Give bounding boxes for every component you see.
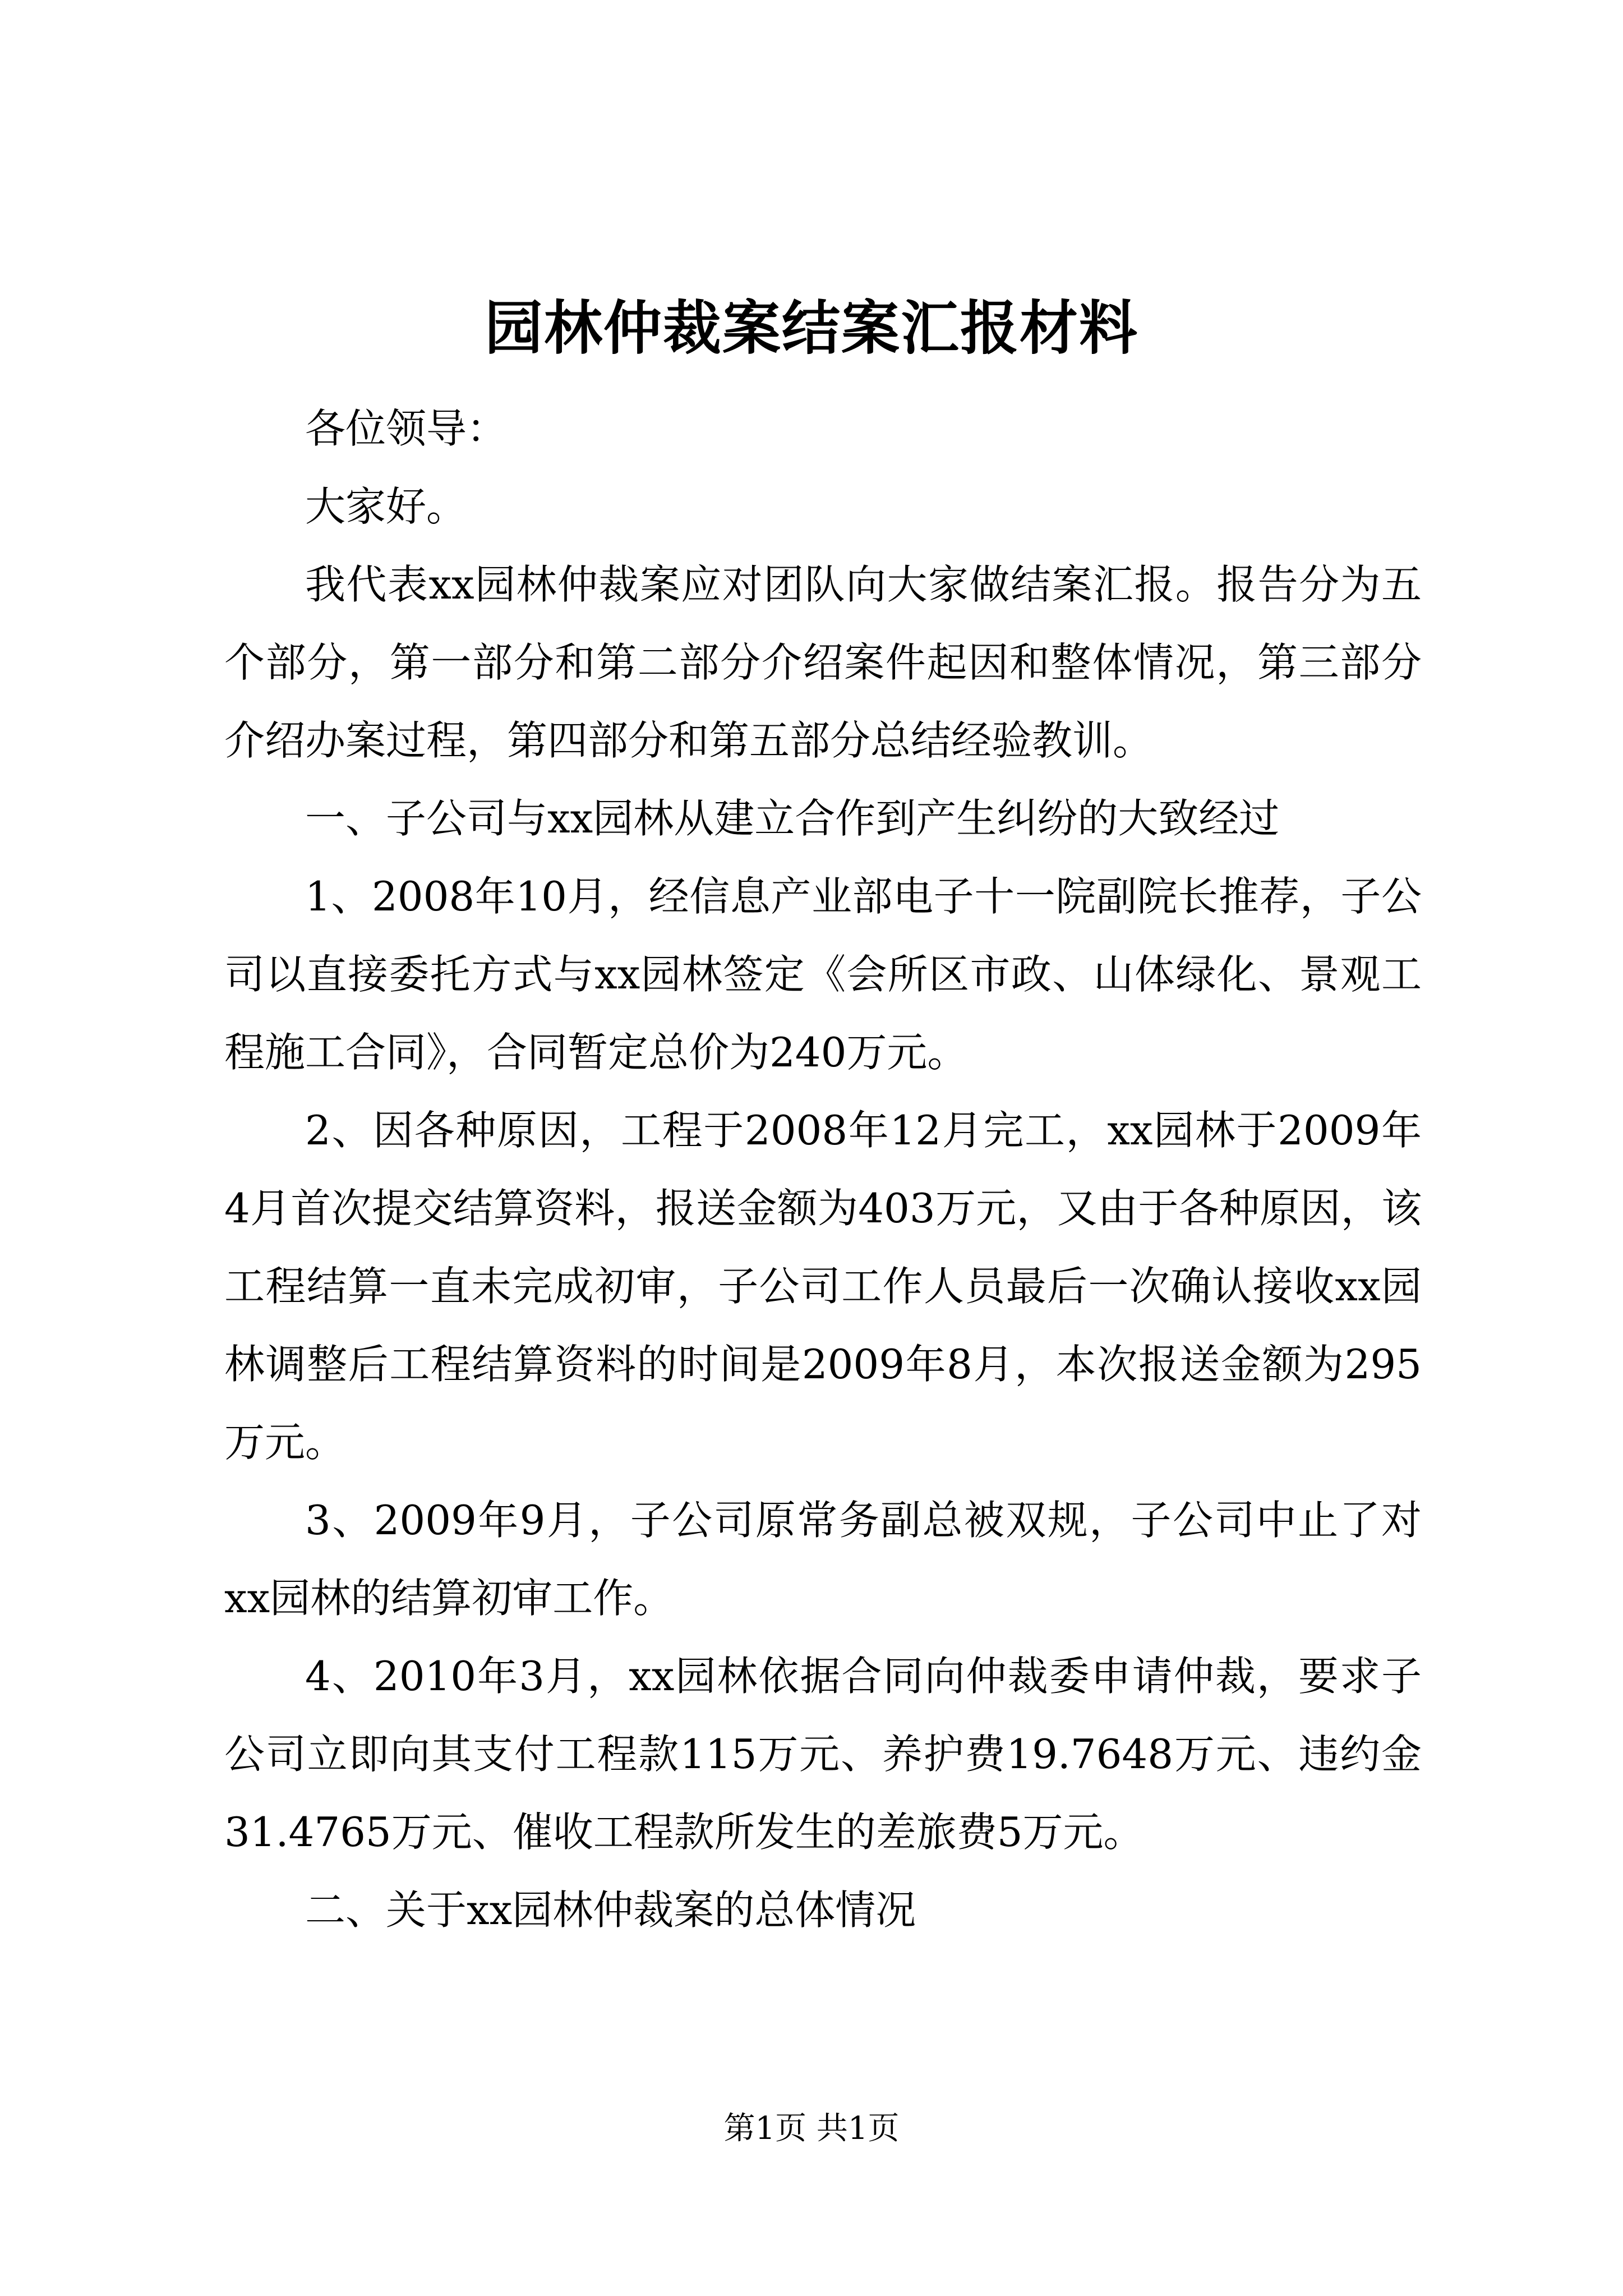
list-item-3: 3、2009年9月，子公司原常务副总被双规，子公司中止了对xx园林的结算初审工作。 — [224, 1497, 1422, 1622]
section-heading-2: 二、关于xx园林仲裁案的总体情况 — [305, 1887, 916, 1934]
document-body — [224, 390, 1422, 1949]
list-item-1: 1、2008年10月，经信息产业部电子十一院副院长推荐，子公司以直接委托方式与xx园林签定《会所区市政、山体绿化、景观工程施工合同》，合同暂定总价为240万元。 — [224, 873, 1422, 1076]
page-footer: 第1页 共1页 — [723, 2110, 900, 2147]
list-item-4: 4、2010年3月，xx园林依据合同向仲裁委申请仲裁，要求子公司立即向其支付工程款115万元、养护费19.7648万元、违约金31.4765万元、催收工程款所发生的差旅费5万元。 — [224, 1653, 1422, 1856]
intro-paragraph: 我代表xx园林仲裁案应对团队向大家做结案汇报。报告分为五个部分，第一部分和第二部分介绍案件起因和整体情况，第三部分介绍办案过程，第四部分和第五部分总结经验教训。 — [224, 561, 1422, 764]
section-heading-1: 一、子公司与xx园林从建立合作到产生纠纷的大致经过 — [305, 795, 1280, 842]
document-title: 园林仲裁案结案汇报材料 — [484, 293, 1138, 362]
greeting: 大家好。 — [305, 483, 467, 530]
salutation: 各位领导： — [305, 405, 508, 452]
list-item-2: 2、因各种原因，工程于2008年12月完工，xx园林于2009年4月首次提交结算资料，报送金额为403万元，又由于各种原因，该工程结算一直未完成初审，子公司工作人员最后一次确认接收xx园林调整后工程结算资料的时间是2009年8月，本次报送金额为295万元。 — [224, 1107, 1422, 1466]
